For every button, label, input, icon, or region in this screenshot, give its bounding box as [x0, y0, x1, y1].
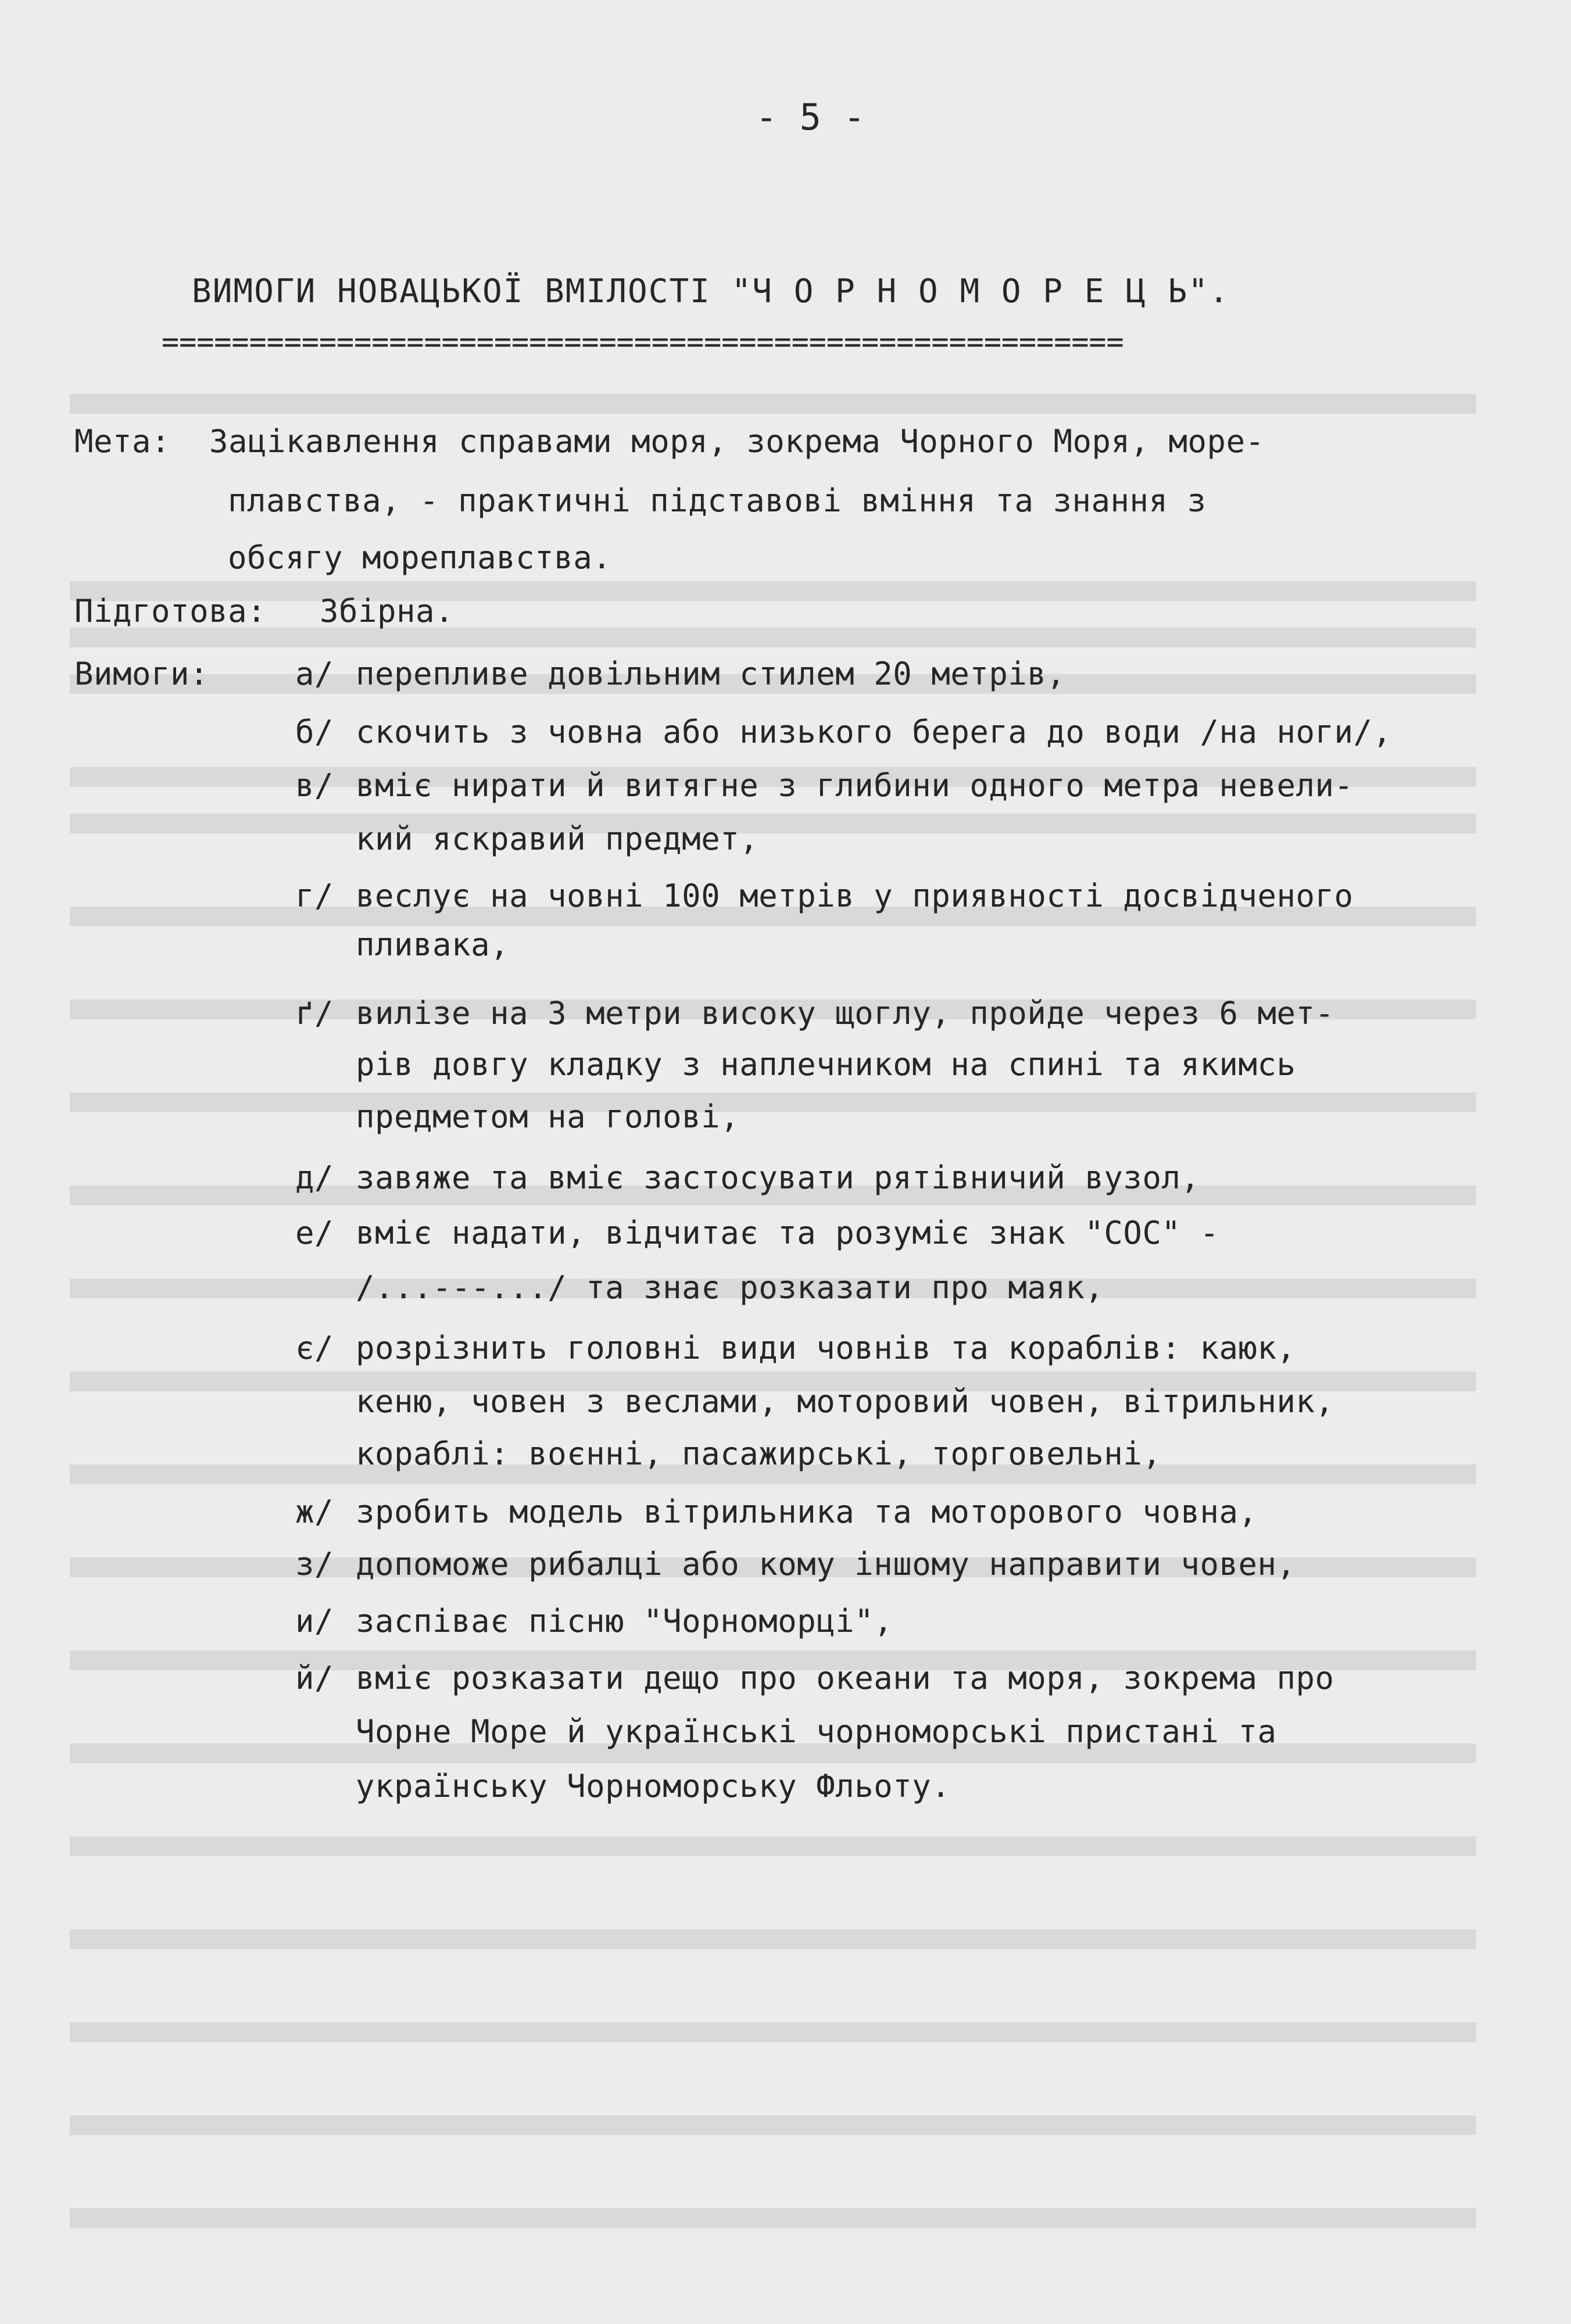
- requirement-line: /...---.../ та знає розказати про маяк,: [356, 1269, 1104, 1306]
- requirement-marker: а/: [295, 656, 334, 692]
- requirement-line: вміє надати, відчитає та розуміє знак "СОС" -: [356, 1215, 1219, 1251]
- requirement-line: українську Чорноморську Фльоту.: [356, 1768, 951, 1804]
- requirement-marker: и/: [295, 1603, 334, 1639]
- preparation-value: Збірна.: [320, 593, 455, 629]
- requirement-line: завяже та вміє застосувати рятівничий вузол,: [356, 1159, 1200, 1196]
- requirement-marker: ж/: [295, 1494, 334, 1530]
- document-title: ВИМОГИ НОВАЦЬКОЇ ВМІЛОСТІ "Ч О Р Н О М О Р Е Ц Ь".: [192, 273, 1230, 310]
- requirement-line: кий яскравий предмет,: [356, 821, 759, 857]
- requirement-line: вміє розказати дещо про океани та моря, зокрема про: [356, 1660, 1334, 1696]
- title-underline: =======================================================: [162, 325, 1124, 359]
- requirement-line: кораблі: воєнні, пасажирські, торговельні,: [356, 1435, 1162, 1472]
- goal-label: Мета:: [74, 423, 171, 460]
- requirement-marker: ґ/: [295, 995, 334, 1032]
- requirement-line: допоможе рибалці або кому іншому направити човен,: [356, 1546, 1296, 1582]
- requirement-line: вилізе на 3 метри високу щоглу, пройде через 6 мет-: [356, 995, 1334, 1032]
- preparation-label: Підготова:: [74, 593, 267, 629]
- requirements-label: Вимоги:: [74, 656, 209, 692]
- requirement-line: розрізнить головні види човнів та кораблів: каюк,: [356, 1330, 1296, 1366]
- requirement-line: кеню, човен з веслами, моторовий човен, вітрильник,: [356, 1383, 1334, 1420]
- requirement-marker: в/: [295, 767, 334, 804]
- page-number: - 5 -: [756, 96, 866, 138]
- requirement-marker: г/: [295, 878, 334, 914]
- requirement-line: зробить модель вітрильника та моторового човна,: [356, 1494, 1258, 1530]
- requirement-marker: є/: [295, 1330, 334, 1366]
- requirement-line: предметом на голові,: [356, 1098, 740, 1135]
- requirement-marker: з/: [295, 1546, 334, 1582]
- goal-line: плавства, - практичні підставові вміння та знання з: [228, 482, 1207, 519]
- requirement-line: заспіває пісню "Чорноморці",: [356, 1603, 893, 1639]
- goal-line: обсягу мореплавства.: [228, 539, 612, 576]
- requirement-line: веслує на човні 100 метрів у приявності досвідченого: [356, 878, 1354, 914]
- requirement-line: вміє нирати й витягне з глибини одного метра невели-: [356, 767, 1354, 804]
- requirement-marker: б/: [295, 714, 334, 750]
- goal-line: Зацікавлення справами моря, зокрема Чорного Моря, море-: [209, 423, 1265, 460]
- requirement-line: скочить з човна або низького берега до води /на ноги/,: [356, 714, 1392, 750]
- requirement-marker: е/: [295, 1215, 334, 1251]
- requirement-marker: д/: [295, 1159, 334, 1196]
- requirement-marker: й/: [295, 1660, 334, 1696]
- requirement-line: рів довгу кладку з наплечником на спині та якимсь: [356, 1046, 1296, 1083]
- requirement-line: Чорне Море й українські чорноморські пристані та: [356, 1713, 1277, 1750]
- requirement-line: перепливе довільним стилем 20 метрів,: [356, 656, 1066, 692]
- requirement-line: пливака,: [356, 926, 510, 963]
